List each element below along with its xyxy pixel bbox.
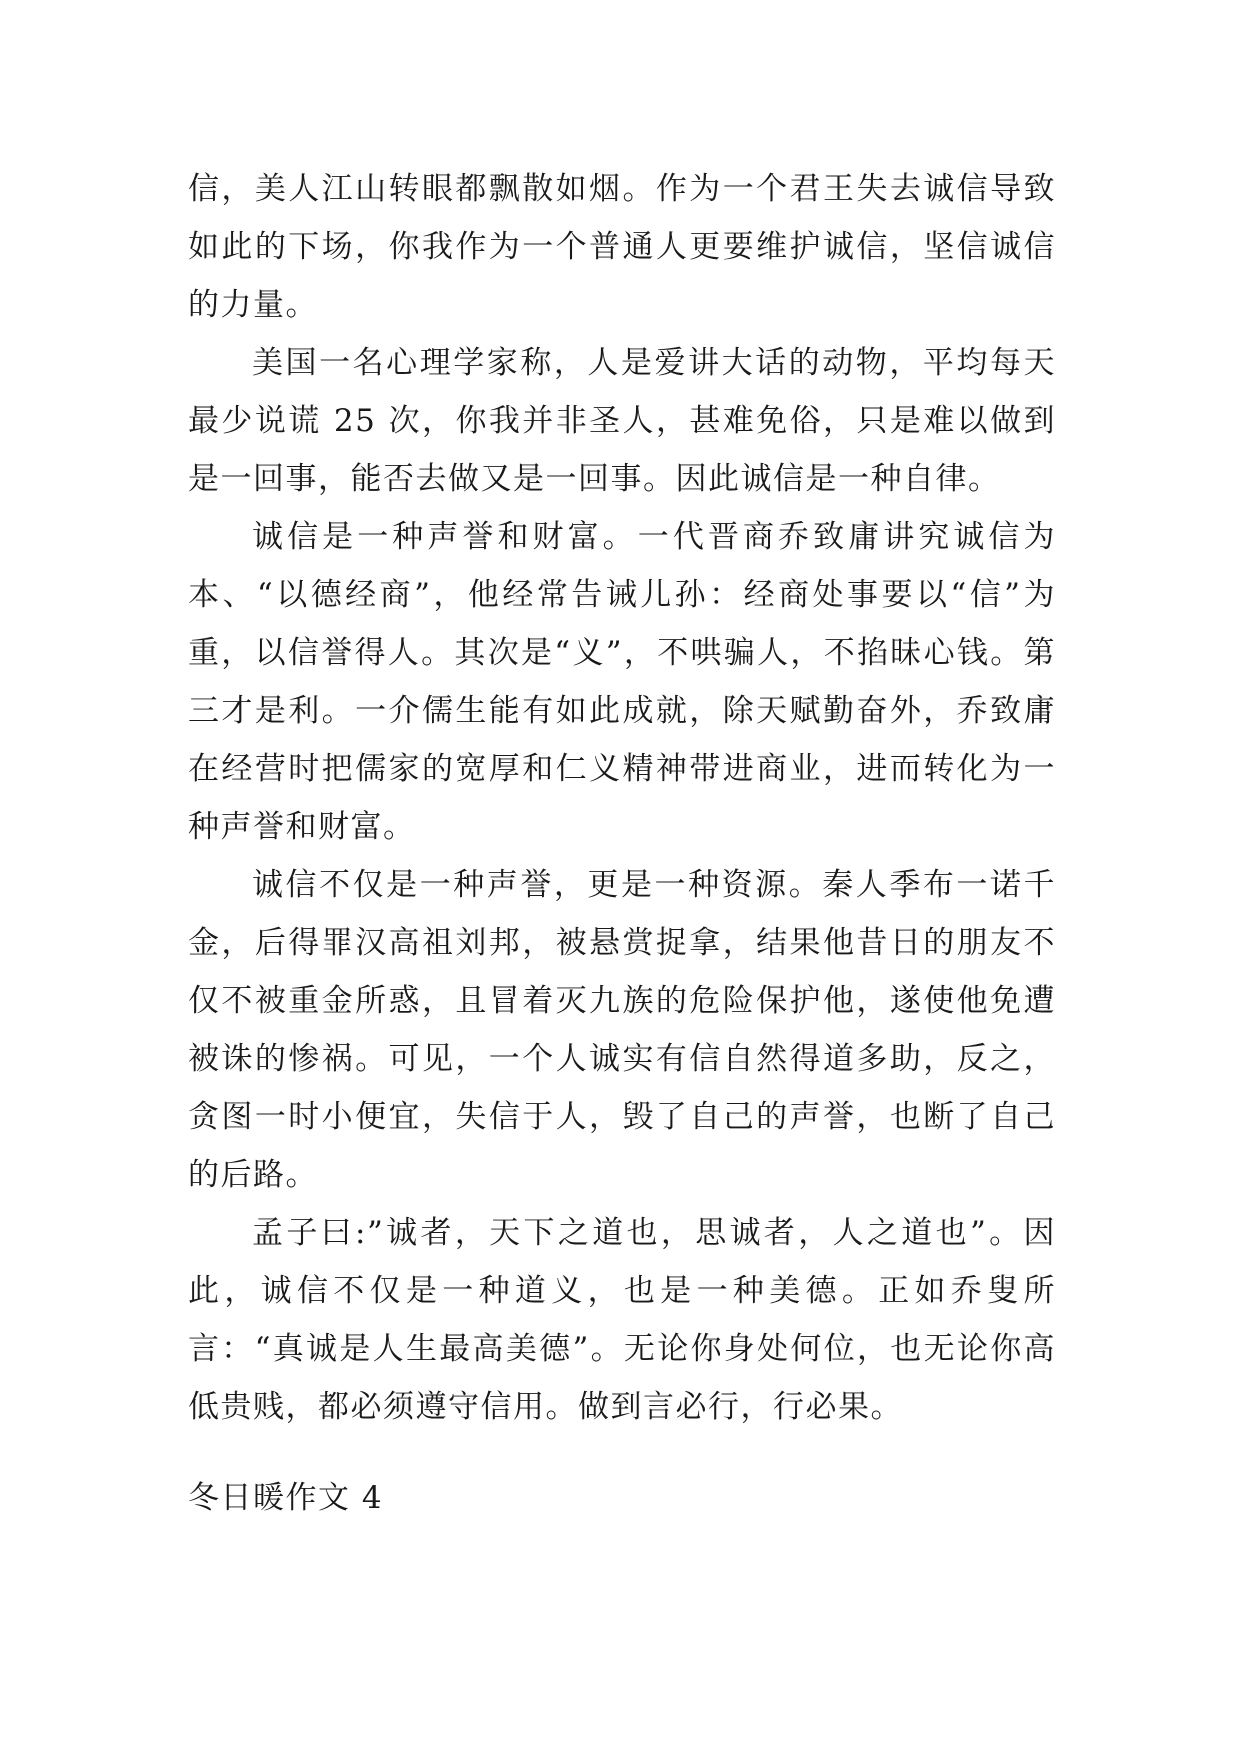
paragraph-mencius: 孟子曰:”诚者，天下之道也，思诚者，人之道也”。因此，诚信不仅是一种道义，也是一种美德。正如乔叟所言：“真诚是人生最高美德”。无论你身处何位，也无论你高低贵贱，都必须遵守信用。做到言必行，行必果。: [188, 1215, 1056, 1425]
paragraph-resource: 诚信不仅是一种声誉，更是一种资源。秦人季布一诺千金，后得罪汉高祖刘邦，被悬赏捉拿，结果他昔日的朋友不仅不被重金所惑，且冒着灭九族的危险保护他，遂使他免遭被诛的惨祸。可见，一个人诚实有信自然得道多助，反之，贪图一时小便宜，失信于人，毁了自己的声誉，也断了自己的后路。: [188, 867, 1056, 1193]
paragraph-continuation: 信，美人江山转眼都飘散如烟。作为一个君王失去诚信导致如此的下场，你我作为一个普通人更要维护诚信，坚信诚信的力量。: [188, 171, 1056, 323]
paragraph-reputation-wealth: 诚信是一种声誉和财富。一代晋商乔致庸讲究诚信为本、“以德经商”，他经常告诫儿孙：经商处事要以“信”为重，以信誉得人。其次是“义”，不哄骗人，不掐昧心钱。第三才是利。一介儒生能有如此成就，除天赋勤奋外，乔致庸在经营时把儒家的宽厚和仁义精神带进商业，进而转化为一种声誉和财富。: [188, 519, 1056, 845]
paragraph-psychologist: 美国一名心理学家称，人是爱讲大话的动物，平均每天最少说谎 25 次，你我并非圣人，甚难免俗，只是难以做到是一回事，能否去做又是一回事。因此诚信是一种自律。: [188, 345, 1056, 497]
document-body: [188, 160, 1056, 1436]
section-heading: 冬日暖作文 4: [188, 1480, 384, 1516]
